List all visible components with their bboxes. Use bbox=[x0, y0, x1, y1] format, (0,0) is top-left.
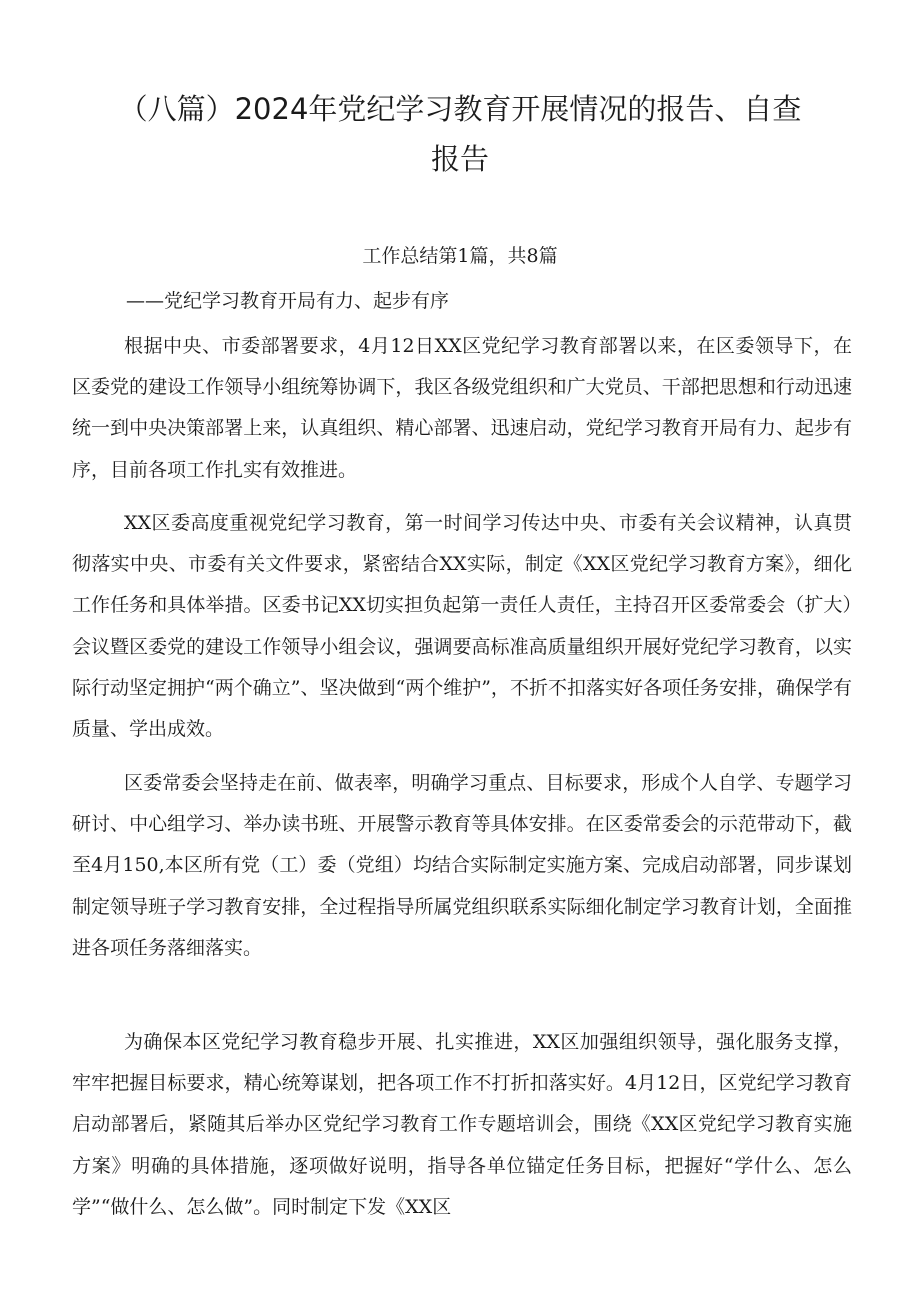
document-title-line-1: （八篇）2024年党纪学习教育开展情况的报告、自查 bbox=[118, 92, 802, 126]
document-title-line-2: 报告 bbox=[430, 142, 489, 176]
body-paragraph-4: 为确保本区党纪学习教育稳步开展、扎实推进，XX区加强组织领导，强化服务支撑，牢牢把握目标要求，精心统筹谋划，把各项工作不打折扣落实好。4月12日，区党纪学习教育启动部署后，紧随其后举办区党纪学习教育工作专题培训会，围绕《XX区党纪学习教育实施方案》明确的具体措施，逐项做好说明，指导各单位锚定任务目标，把握好“学什么、怎么学”“做什么、怎么做”。同时制定下发《XX区 bbox=[72, 1031, 852, 1218]
document-subtitle: 工作总结第1篇，共8篇 bbox=[362, 245, 558, 267]
section-heading: ——党纪学习教育开局有力、起步有序 bbox=[126, 290, 450, 312]
body-paragraph-3: 区委常委会坚持走在前、做表率，明确学习重点、目标要求，形成个人自学、专题学习研讨、中心组学习、举办读书班、开展警示教育等具体安排。在区委常委会的示范带动下，截至4月150,本区所有党（工）委（党组）均结合实际制定实施方案、完成启动部署，同步谋划制定领导班子学习教育安排，全过程指导所属党组织联系实际细化制定学习教育计划，全面推进各项任务落细落实。 bbox=[72, 772, 852, 959]
body-paragraph-2: XX区委高度重视党纪学习教育，第一时间学习传达中央、市委有关会议精神，认真贯彻落实中央、市委有关文件要求，紧密结合XX实际，制定《XX区党纪学习教育方案》，细化工作任务和具体举措。区委书记XX切实担负起第一责任人责任，主持召开区委常委会（扩大）会议暨区委党的建设工作领导小组会议，强调要高标准高质量组织开展好党纪学习教育，以实际行动坚定拥护“两个确立”、坚决做到“两个维护”，不折不扣落实好各项任务安排，确保学有质量、学出成效。 bbox=[72, 512, 852, 741]
body-paragraph-1: 根据中央、市委部署要求，4月12日XX区党纪学习教育部署以来，在区委领导下，在区委党的建设工作领导小组统筹协调下，我区各级党组织和广大党员、干部把思想和行动迅速统一到中央决策部署上来，认真组织、精心部署、迅速启动，党纪学习教育开局有力、起步有序，目前各项工作扎实有效推进。 bbox=[72, 335, 852, 481]
